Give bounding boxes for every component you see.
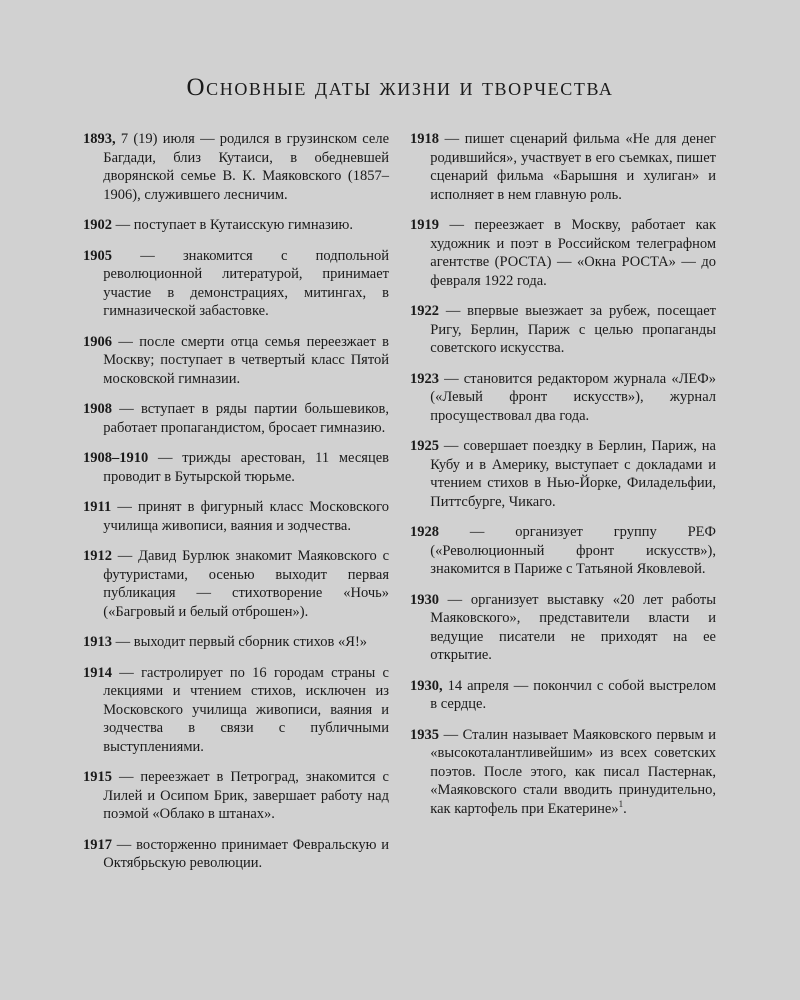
- timeline-entry: [83, 547, 389, 621]
- entry-date: 1893,: [83, 131, 116, 147]
- entry-date: 1915: [83, 769, 112, 785]
- timeline-column-left: [83, 130, 389, 885]
- timeline-entry: [83, 333, 389, 389]
- entry-text: — выходит первый сборник стихов «Я!»: [115, 634, 368, 650]
- entry-date: 1922: [410, 303, 439, 319]
- timeline-entry: [410, 302, 716, 358]
- entry-date: 1912: [83, 548, 112, 564]
- timeline-entry: [83, 400, 389, 437]
- entry-date: 1914: [83, 664, 112, 681]
- timeline-entry: [410, 677, 716, 714]
- entry-text: — поступает в Кутаисскую гимназию.: [115, 217, 353, 233]
- entry-date: 1930,: [410, 677, 443, 694]
- timeline-entry: [410, 523, 716, 579]
- entry-text: — переезжает в Петроград, знакомится с Лилей и Осипом Брик, завершает работу над поэмой «Облако в штанах».: [103, 769, 389, 822]
- entry-date: 1902: [83, 217, 112, 233]
- timeline-entry: 1935 — Сталин называет Маяковского первым и «высокоталантливейшим» из всех советских поэтов. После этого, как писал Пастернак, «Маяковского стали вводить принудительно, как картофель при Екатерине»$^1$.: [410, 726, 716, 817]
- entry-text: — совершает поездку в Берлин, Париж, на Кубу и в Америку, выступает с докладами и чтением стихов в Нью-Йорке, Филадельфии, Питтсбурге, Чикаго.: [430, 438, 716, 510]
- entry-date: 1911: [83, 499, 112, 515]
- entry-text: — гастролирует по 16 городам страны с лекциями и чтением стихов, исключен из Московского училища живописи, ваяния и зодчества в связи с публичными выступлениями.: [103, 664, 389, 755]
- entry-date: 1928: [410, 524, 439, 540]
- entry-date: 1908–1910: [83, 450, 149, 466]
- timeline-entry: [83, 664, 389, 757]
- entry-text: — переезжает в Москву, работает как художник и поэт в Российском телеграфном агентстве (РОСТА) — «Окна РОСТА» — до февраля 1922 года.: [430, 217, 716, 289]
- entry-text: — трижды арестован, 11 месяцев проводит в Бутырской тюрьме.: [103, 450, 389, 485]
- entry-date: 1935: [410, 726, 439, 743]
- entry-date: 1913: [83, 634, 112, 650]
- entry-date: 1918: [410, 131, 439, 147]
- entry-text: — вступает в ряды партии большевиков, работает пропагандистом, бросает гимназию.: [103, 401, 389, 436]
- entry-text: — Сталин называет Маяковского первым и «высокоталантливейшим» из всех советских поэтов. После этого, как писал Пастернак, «Маяковского стали вводить принудительно, как картофель при Екатерине»: [430, 726, 716, 817]
- timeline-entry: [410, 216, 716, 290]
- entry-text: — после смерти отца семья переезжает в Москву; поступает в четвертый класс Пятой московской гимназии.: [103, 333, 390, 387]
- entry-date: 1919: [410, 217, 439, 233]
- timeline-entry: [83, 449, 389, 486]
- entry-date: 1925: [410, 438, 439, 454]
- timeline-entry: [83, 633, 389, 652]
- entry-text: — организует выставку «20 лет работы Маяковского», представители власти и ведущие писатели не приходят на ее открытие.: [430, 591, 717, 663]
- entry-text: — восторженно принимает Февральскую и Октябрьскую революции.: [103, 836, 389, 871]
- timeline-entry: [410, 130, 716, 204]
- timeline-entry: [83, 216, 389, 235]
- entry-date: 1930: [410, 591, 439, 608]
- entry-text: — Давид Бурлюк знакомит Маяковского с футуристами, осенью выходит первая публикация — стихотворение «Ночь» («Багровый и белый отброшен»).: [103, 548, 390, 620]
- timeline-entry: [410, 437, 716, 511]
- timeline-entry: [410, 591, 716, 665]
- timeline-column-right: [410, 130, 716, 830]
- entry-text: — впервые выезжает за рубеж, посещает Ригу, Берлин, Париж с целью пропаганды советского искусства.: [430, 303, 716, 356]
- page-title: Основные даты жизни и творчества: [186, 74, 614, 101]
- footnote-marker: 1: [618, 798, 624, 809]
- entry-text: 7 (19) июля — родился в грузинском селе Багдади, близ Кутаиси, в обедневшей дворянской семье В. К. Маяковского (1857–1906), служившего лесничим.: [103, 131, 389, 203]
- entry-date: 1906: [83, 333, 112, 350]
- entry-date: 1908: [83, 401, 112, 417]
- timeline-entry: [410, 370, 716, 426]
- timeline-entry: [83, 498, 389, 535]
- entry-date: 1917: [83, 836, 112, 853]
- entry-text: — знакомится с подпольной революционной литературой, принимает участие в демонстрациях, митингах, в гимназической забастовке.: [103, 247, 390, 319]
- entry-text: 14 апреля — покончил с собой выстрелом в сердце.: [430, 677, 716, 712]
- timeline-entry: [83, 836, 389, 873]
- timeline-entry: [83, 130, 389, 204]
- entry-text: — организует группу РЕФ («Революционный фронт искусств»), знакомится в Париже с Татьяной Яковлевой.: [430, 524, 716, 577]
- entry-text: — принят в фигурный класс Московского училища живописи, ваяния и зодчества.: [103, 499, 390, 534]
- entry-text: — пишет сценарий фильма «Не для денег родившийся», участвует в его съемках, пишет сценарий фильма «Барышня и хулиган» и исполняет в нем главную роль.: [430, 131, 717, 203]
- timeline-entry: [83, 247, 389, 321]
- entry-date: 1923: [410, 370, 439, 387]
- entry-text: — становится редактором журнала «ЛЕФ» («Левый фронт искусств»), журнал просуществовал два года.: [430, 370, 716, 424]
- timeline-entry: [83, 768, 389, 824]
- entry-date: 1905: [83, 247, 112, 264]
